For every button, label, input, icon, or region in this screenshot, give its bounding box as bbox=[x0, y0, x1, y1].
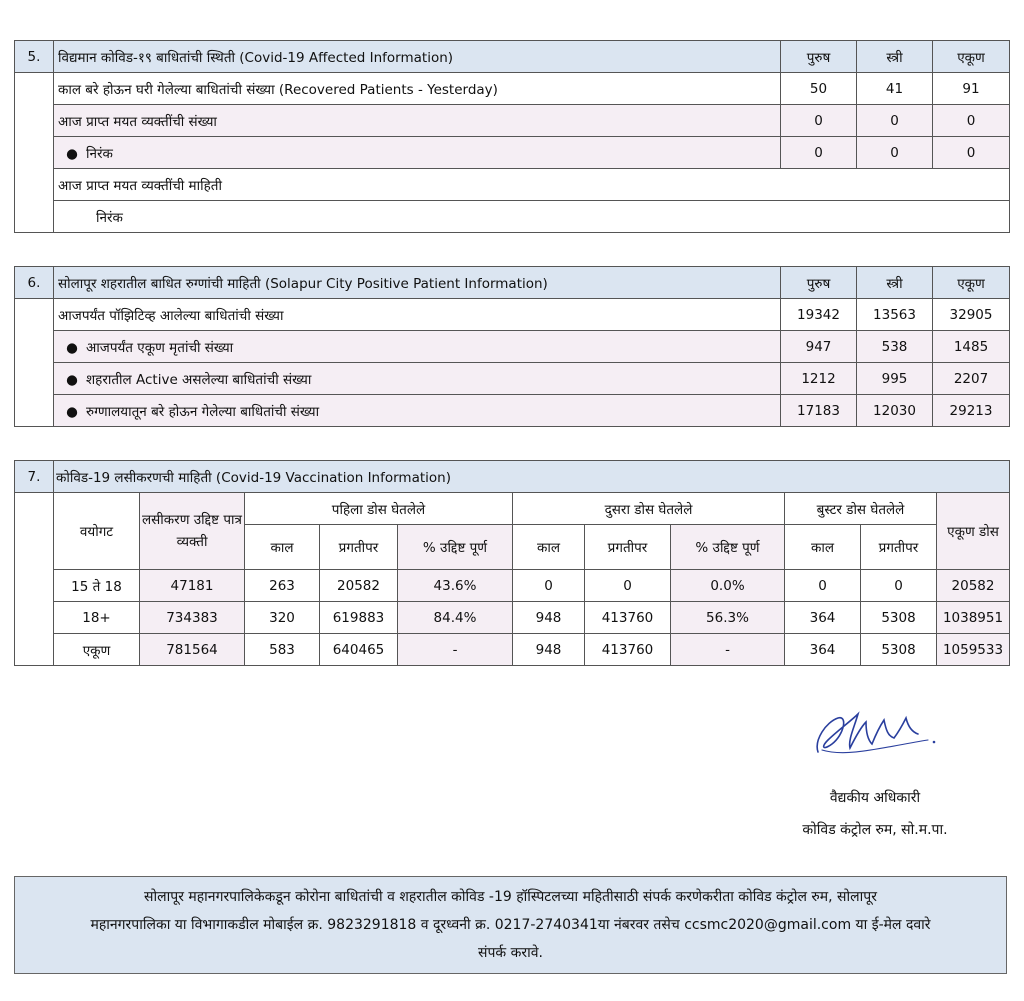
target-value: 781564 bbox=[140, 634, 245, 666]
col-total-header: एकूण bbox=[933, 267, 1010, 299]
table-row bbox=[15, 169, 1010, 201]
footer-line: सोलापूर महानगरपालिकेकडून कोरोना बाधितांची व शहरातील कोविड -19 हॉस्पिटलच्या महितीसाठी संपर्क करणेकरीता कोविड कंट्रोल रुम, सोलापूर bbox=[144, 889, 877, 905]
section6-blank bbox=[15, 299, 54, 427]
info-value: निरंक bbox=[54, 201, 1010, 233]
officer-title: वैद्यकीय अधिकारी bbox=[829, 790, 921, 806]
male-value: 0 bbox=[781, 105, 857, 137]
section7-title: कोविड-19 लसीकरणची माहिती (Covid-19 Vaccination Information) bbox=[54, 461, 1010, 493]
bullet-icon: ● bbox=[66, 145, 78, 162]
total-value: 1485 bbox=[933, 331, 1010, 363]
d2-pct-value: 56.3% bbox=[671, 602, 785, 634]
female-value: 0 bbox=[857, 105, 933, 137]
d2-progress-value: 413760 bbox=[585, 634, 671, 666]
total-value: 2207 bbox=[933, 363, 1010, 395]
total-value: 29213 bbox=[933, 395, 1010, 427]
section5-header-row bbox=[15, 41, 1010, 73]
male-value: 0 bbox=[781, 137, 857, 169]
male-value: 17183 bbox=[781, 395, 857, 427]
male-value: 19342 bbox=[781, 299, 857, 331]
section6-table bbox=[14, 266, 1010, 427]
total-dose-header: एकूण डोस bbox=[937, 493, 1010, 570]
table-row bbox=[15, 395, 1010, 427]
target-header: लसीकरण उद्दिष्ट पात्र व्यक्ती bbox=[140, 493, 245, 570]
female-value: 0 bbox=[857, 137, 933, 169]
b-yesterday-header: काल bbox=[785, 525, 861, 570]
section7-table bbox=[14, 460, 1010, 666]
d1-yesterday-header: काल bbox=[245, 525, 320, 570]
officer-office: कोविड कंट्रोल रुम, सो.म.पा. bbox=[802, 822, 948, 838]
d1-yesterday-value: 263 bbox=[245, 570, 320, 602]
b-yesterday-value: 364 bbox=[785, 634, 861, 666]
section5-blank bbox=[15, 73, 54, 233]
dose1-header: पहिला डोस घेतलेले bbox=[245, 493, 513, 525]
dose2-header: दुसरा डोस घेतलेले bbox=[513, 493, 785, 525]
bullet-icon: ● bbox=[66, 403, 78, 420]
total-dose-value: 1038951 bbox=[937, 602, 1010, 634]
female-value: 538 bbox=[857, 331, 933, 363]
b-progress-value: 0 bbox=[861, 570, 937, 602]
table-row bbox=[15, 363, 1010, 395]
table-row bbox=[15, 299, 1010, 331]
col-male-header: पुरुष bbox=[781, 41, 857, 73]
male-value: 1212 bbox=[781, 363, 857, 395]
d1-progress-value: 640465 bbox=[320, 634, 398, 666]
target-value: 734383 bbox=[140, 602, 245, 634]
total-value: 32905 bbox=[933, 299, 1010, 331]
d2-yesterday-value: 948 bbox=[513, 634, 585, 666]
female-value: 995 bbox=[857, 363, 933, 395]
d1-yesterday-value: 320 bbox=[245, 602, 320, 634]
col-female-header: स्त्री bbox=[857, 41, 933, 73]
section5-number: 5. bbox=[15, 41, 54, 73]
row-label: ● रुग्णालयातून बरे होऊन गेलेल्या बाधितांची संख्या bbox=[54, 395, 781, 427]
signature-image bbox=[808, 700, 938, 770]
d2-pct-header: % उद्दिष्ट पूर्ण bbox=[671, 525, 785, 570]
table-row bbox=[15, 602, 1010, 634]
d2-yesterday-value: 0 bbox=[513, 570, 585, 602]
table-row bbox=[15, 201, 1010, 233]
d1-pct-header: % उद्दिष्ट पूर्ण bbox=[398, 525, 513, 570]
d1-pct-value: 84.4% bbox=[398, 602, 513, 634]
section6-header-row bbox=[15, 267, 1010, 299]
section7-number: 7. bbox=[15, 461, 54, 493]
total-value: 0 bbox=[933, 105, 1010, 137]
age-value: एकूण bbox=[54, 634, 140, 666]
female-value: 41 bbox=[857, 73, 933, 105]
table-row bbox=[15, 634, 1010, 666]
row-label: काल बरे होऊन घरी गेलेल्या बाधितांची संख्या (Recovered Patients - Yesterday) bbox=[54, 73, 781, 105]
total-value: 91 bbox=[933, 73, 1010, 105]
col-female-header: स्त्री bbox=[857, 267, 933, 299]
footer-line: महानगरपालिका या विभागाकडील मोबाईल क्र. 9823291818 व दूरध्वनी क्र. 0217-2740341या नंबरवर तसेच ccsmc2020@gmail.com या ई-मेल दवारे bbox=[90, 917, 931, 933]
total-dose-value: 20582 bbox=[937, 570, 1010, 602]
section5-table bbox=[14, 40, 1010, 233]
d1-progress-value: 20582 bbox=[320, 570, 398, 602]
booster-header: बुस्टर डोस घेतलेले bbox=[785, 493, 937, 525]
section6-number: 6. bbox=[15, 267, 54, 299]
section5-title: विद्यमान कोविड-१९ बाधितांची स्थिती (Covid-19 Affected Information) bbox=[54, 41, 781, 73]
table-row bbox=[15, 105, 1010, 137]
total-value: 0 bbox=[933, 137, 1010, 169]
d2-yesterday-header: काल bbox=[513, 525, 585, 570]
d2-yesterday-value: 948 bbox=[513, 602, 585, 634]
female-value: 13563 bbox=[857, 299, 933, 331]
footer-line: संपर्क करावे. bbox=[478, 945, 543, 961]
row-label: आजपर्यंत पॉझिटिव्ह आलेल्या बाधितांची संख्या bbox=[54, 299, 781, 331]
col-total-header: एकूण bbox=[933, 41, 1010, 73]
section7-blank bbox=[15, 493, 54, 666]
b-progress-header: प्रगतीपर bbox=[861, 525, 937, 570]
b-yesterday-value: 0 bbox=[785, 570, 861, 602]
section6-title: सोलापूर शहरातील बाधित रुग्णांची माहिती (Solapur City Positive Patient Information) bbox=[54, 267, 781, 299]
d2-progress-header: प्रगतीपर bbox=[585, 525, 671, 570]
bullet-icon: ● bbox=[66, 339, 78, 356]
table-row bbox=[15, 73, 1010, 105]
d2-progress-value: 413760 bbox=[585, 602, 671, 634]
section7-header-row bbox=[15, 461, 1010, 493]
row-label: आज प्राप्त मयत व्यक्तींची संख्या bbox=[54, 105, 781, 137]
row-label: ● आजपर्यंत एकूण मृतांची संख्या bbox=[54, 331, 781, 363]
b-progress-value: 5308 bbox=[861, 602, 937, 634]
age-value: 18+ bbox=[54, 602, 140, 634]
total-dose-value: 1059533 bbox=[937, 634, 1010, 666]
d1-progress-value: 619883 bbox=[320, 602, 398, 634]
info-label: आज प्राप्त मयत व्यक्तींची माहिती bbox=[54, 169, 1010, 201]
age-group-header: वयोगट bbox=[54, 493, 140, 570]
col-male-header: पुरुष bbox=[781, 267, 857, 299]
d1-yesterday-value: 583 bbox=[245, 634, 320, 666]
section7-subheader-row bbox=[15, 493, 1010, 525]
d1-pct-value: - bbox=[398, 634, 513, 666]
b-yesterday-value: 364 bbox=[785, 602, 861, 634]
contact-footer bbox=[14, 876, 1007, 974]
row-label: ● शहरातील Active असलेल्या बाधितांची संख्या bbox=[54, 363, 781, 395]
d2-pct-value: 0.0% bbox=[671, 570, 785, 602]
age-value: 15 ते 18 bbox=[54, 570, 140, 602]
d1-pct-value: 43.6% bbox=[398, 570, 513, 602]
table-row bbox=[15, 331, 1010, 363]
b-progress-value: 5308 bbox=[861, 634, 937, 666]
male-value: 50 bbox=[781, 73, 857, 105]
table-row bbox=[15, 137, 1010, 169]
d2-progress-value: 0 bbox=[585, 570, 671, 602]
bullet-icon: ● bbox=[66, 371, 78, 388]
male-value: 947 bbox=[781, 331, 857, 363]
d2-pct-value: - bbox=[671, 634, 785, 666]
row-label: ● निरंक bbox=[54, 137, 781, 169]
female-value: 12030 bbox=[857, 395, 933, 427]
table-row bbox=[15, 570, 1010, 602]
target-value: 47181 bbox=[140, 570, 245, 602]
d1-progress-header: प्रगतीपर bbox=[320, 525, 398, 570]
